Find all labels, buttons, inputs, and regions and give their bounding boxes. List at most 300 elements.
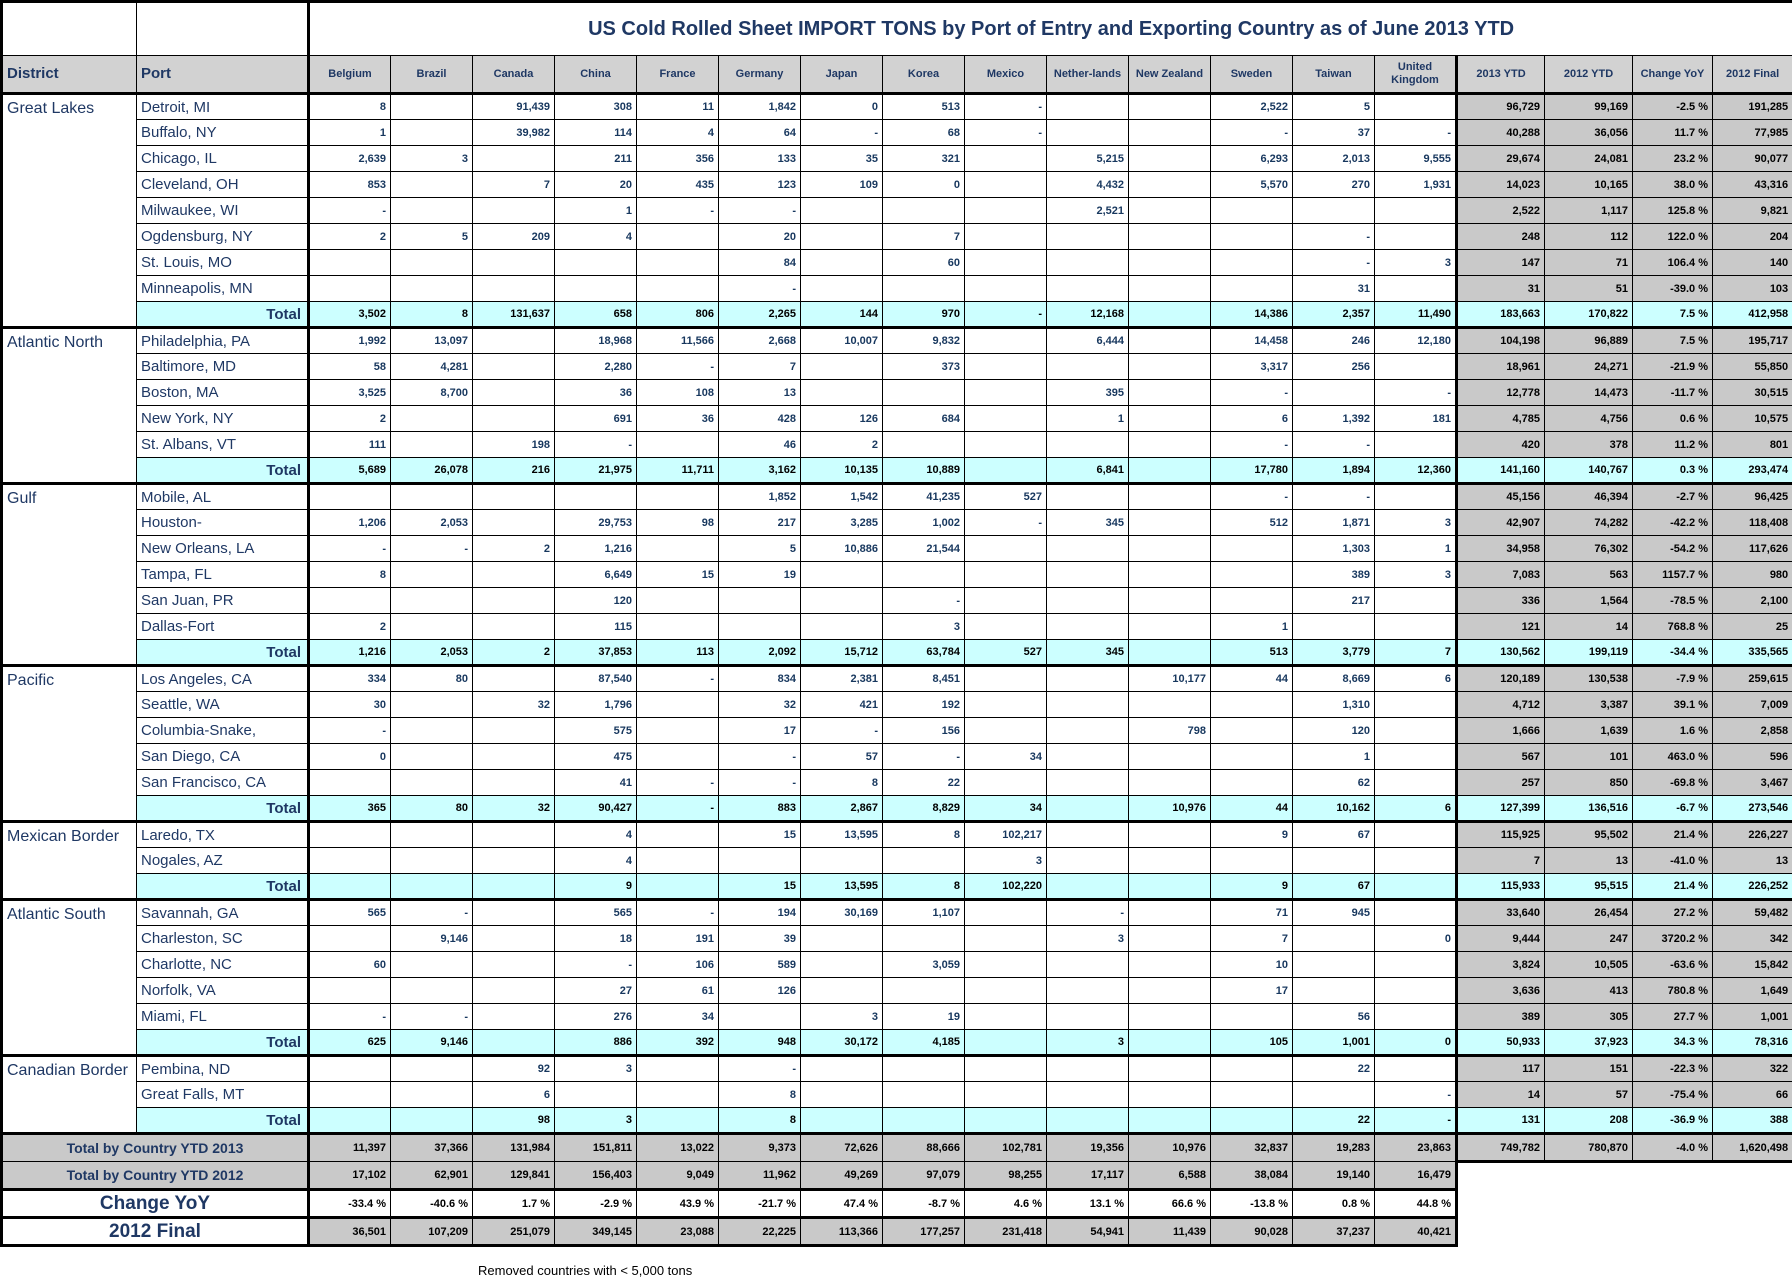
total-value-cell: 6 (1375, 796, 1457, 822)
value-cell: 62 (1293, 770, 1375, 796)
ytd-cell: 106.4 % (1633, 250, 1713, 276)
total-value-cell: 3 (555, 1108, 637, 1134)
value-cell: 156 (883, 718, 965, 744)
port-row-detroit-mi (2, 94, 1792, 120)
value-cell (1047, 484, 1129, 510)
value-cell (1129, 744, 1211, 770)
value-cell: 194 (719, 900, 801, 926)
port-row-philadelphia-pa (2, 328, 1792, 354)
value-cell (1129, 432, 1211, 458)
ytd-cell: 413 (1545, 978, 1633, 1004)
ytd-cell: 1,001 (1713, 1004, 1792, 1030)
summary-value-cell: 231,418 (965, 1218, 1047, 1246)
port-row-los-angeles-ca (2, 666, 1792, 692)
port-cell: Charleston, SC (137, 926, 309, 952)
port-cell: Miami, FL (137, 1004, 309, 1030)
value-cell (309, 276, 391, 302)
total-ytd-cell: 131 (1457, 1108, 1545, 1134)
value-cell: 8 (309, 94, 391, 120)
summary-value-cell: 66.6 % (1129, 1190, 1211, 1218)
value-cell: 2,668 (719, 328, 801, 354)
ytd-cell: 567 (1457, 744, 1545, 770)
value-cell: 0 (1375, 926, 1457, 952)
value-cell: - (637, 198, 719, 224)
value-cell (1375, 718, 1457, 744)
total-value-cell: 6,841 (1047, 458, 1129, 484)
ytd-cell: 15,842 (1713, 952, 1792, 978)
value-cell: - (637, 770, 719, 796)
summary-value-cell: -33.4 % (309, 1190, 391, 1218)
ytd-cell: 1,117 (1545, 198, 1633, 224)
total-value-cell: 4,185 (883, 1030, 965, 1056)
value-cell: 4 (555, 848, 637, 874)
ytd-cell: 3,824 (1457, 952, 1545, 978)
ytd-cell: 204 (1713, 224, 1792, 250)
ytd-cell: 1,666 (1457, 718, 1545, 744)
port-cell: Cleveland, OH (137, 172, 309, 198)
value-cell (801, 588, 883, 614)
summary-value-cell: 151,811 (555, 1134, 637, 1162)
value-cell: 1,303 (1293, 536, 1375, 562)
total-value-cell: 3,779 (1293, 640, 1375, 666)
value-cell: 276 (555, 1004, 637, 1030)
total-ytd-cell: 141,160 (1457, 458, 1545, 484)
port-row-san-francisco-ca (2, 770, 1792, 796)
value-cell (1211, 744, 1293, 770)
value-cell (965, 354, 1047, 380)
ytd-cell: 55,850 (1713, 354, 1792, 380)
value-cell (801, 1056, 883, 1082)
ytd-cell: 11.2 % (1633, 432, 1713, 458)
value-cell: 64 (719, 120, 801, 146)
value-cell: 1 (1047, 406, 1129, 432)
ytd-cell: 10,165 (1545, 172, 1633, 198)
value-cell: 2,521 (1047, 198, 1129, 224)
total-ytd-cell: 140,767 (1545, 458, 1633, 484)
total-value-cell: 9,146 (391, 1030, 473, 1056)
port-cell: St. Louis, MO (137, 250, 309, 276)
value-cell (965, 328, 1047, 354)
value-cell: 14,458 (1211, 328, 1293, 354)
port-cell: Baltimore, MD (137, 354, 309, 380)
value-cell (1047, 718, 1129, 744)
total-ytd-cell: 78,316 (1713, 1030, 1792, 1056)
value-cell: - (1211, 484, 1293, 510)
value-cell (1129, 224, 1211, 250)
footnote: Removed countries with < 5,000 tons (478, 1263, 693, 1278)
value-cell (883, 926, 965, 952)
value-cell (1211, 1056, 1293, 1082)
port-row-baltimore-md (2, 354, 1792, 380)
value-cell (391, 744, 473, 770)
value-cell: - (1375, 120, 1457, 146)
value-cell (801, 224, 883, 250)
value-cell: 60 (309, 952, 391, 978)
value-cell (883, 432, 965, 458)
ytd-cell: 2,858 (1713, 718, 1792, 744)
value-cell (965, 614, 1047, 640)
port-row-charlotte-nc (2, 952, 1792, 978)
value-cell (473, 562, 555, 588)
summary-value-cell: 13,022 (637, 1134, 719, 1162)
value-cell: 20 (555, 172, 637, 198)
value-cell: 1,392 (1293, 406, 1375, 432)
value-cell (1293, 1082, 1375, 1108)
total-value-cell (309, 874, 391, 900)
value-cell (1047, 224, 1129, 250)
value-cell (637, 588, 719, 614)
value-cell: 44 (1211, 666, 1293, 692)
value-cell: 1,002 (883, 510, 965, 536)
ytd-cell: 4,756 (1545, 406, 1633, 432)
value-cell (473, 718, 555, 744)
summary-value-cell: 23,863 (1375, 1134, 1457, 1162)
value-cell (637, 822, 719, 848)
total-ytd-cell: 50,933 (1457, 1030, 1545, 1056)
summary-value-cell: 44.8 % (1375, 1190, 1457, 1218)
district-total-label: Total (137, 458, 309, 484)
value-cell (1375, 224, 1457, 250)
value-cell (1375, 744, 1457, 770)
value-cell: 17 (1211, 978, 1293, 1004)
total-value-cell (965, 1108, 1047, 1134)
total-ytd-cell: 130,562 (1457, 640, 1545, 666)
value-cell (965, 1082, 1047, 1108)
value-cell: 3,525 (309, 380, 391, 406)
ytd-cell: 1,564 (1545, 588, 1633, 614)
ytd-cell: 596 (1713, 744, 1792, 770)
ytd-cell: 30,515 (1713, 380, 1792, 406)
value-cell (1211, 692, 1293, 718)
ytd-cell: 780.8 % (1633, 978, 1713, 1004)
value-cell: 92 (473, 1056, 555, 1082)
ytd-cell: 96,889 (1545, 328, 1633, 354)
value-cell (1375, 276, 1457, 302)
district-cell-gulf: Gulf (2, 484, 137, 666)
value-cell (965, 198, 1047, 224)
value-cell (637, 1056, 719, 1082)
ytd-cell: 4,712 (1457, 692, 1545, 718)
ytd-cell: 140 (1713, 250, 1792, 276)
ytd-cell: 36,056 (1545, 120, 1633, 146)
port-row-savannah-ga (2, 900, 1792, 926)
value-cell (965, 224, 1047, 250)
total-ytd-cell: 183,663 (1457, 302, 1545, 328)
summary-value-cell: 36,501 (309, 1218, 391, 1246)
value-cell (1375, 484, 1457, 510)
value-cell: 32 (473, 692, 555, 718)
value-cell: 10,886 (801, 536, 883, 562)
value-cell (1129, 380, 1211, 406)
value-cell (965, 692, 1047, 718)
summary-value-cell: 88,666 (883, 1134, 965, 1162)
value-cell: - (719, 198, 801, 224)
total-value-cell (1047, 874, 1129, 900)
port-row-new-orleans-la (2, 536, 1792, 562)
value-cell (391, 276, 473, 302)
value-cell (965, 926, 1047, 952)
col-header-taiwan: Taiwan (1293, 56, 1375, 94)
value-cell (391, 198, 473, 224)
value-cell: 9 (1211, 822, 1293, 848)
total-value-cell (391, 1108, 473, 1134)
value-cell (965, 1056, 1047, 1082)
value-cell: 9,832 (883, 328, 965, 354)
value-cell: 1,992 (309, 328, 391, 354)
value-cell: - (637, 354, 719, 380)
value-cell (801, 848, 883, 874)
value-cell (1375, 848, 1457, 874)
value-cell: - (1293, 432, 1375, 458)
value-cell (1129, 328, 1211, 354)
value-cell: 30 (309, 692, 391, 718)
ytd-cell: 0.6 % (1633, 406, 1713, 432)
value-cell (473, 978, 555, 1004)
value-cell: 10,177 (1129, 666, 1211, 692)
total-value-cell: - (965, 302, 1047, 328)
corner-port-cell (137, 2, 309, 56)
port-row-dallas-fort (2, 614, 1792, 640)
total-value-cell: 2,092 (719, 640, 801, 666)
ytd-cell: 27.7 % (1633, 1004, 1713, 1030)
total-ytd-cell: -6.7 % (1633, 796, 1713, 822)
total-ytd-cell: 34.3 % (1633, 1030, 1713, 1056)
total-ytd-cell: 412,958 (1713, 302, 1792, 328)
total-ytd-cell: 170,822 (1545, 302, 1633, 328)
summary-value-cell: 19,356 (1047, 1134, 1129, 1162)
ytd-cell: 24,081 (1545, 146, 1633, 172)
total-ytd-cell: 95,515 (1545, 874, 1633, 900)
value-cell (555, 276, 637, 302)
value-cell: 7 (473, 172, 555, 198)
value-cell (1129, 900, 1211, 926)
value-cell (555, 1082, 637, 1108)
ytd-cell: 248 (1457, 224, 1545, 250)
value-cell: 0 (309, 744, 391, 770)
value-cell (1375, 1056, 1457, 1082)
total-ytd-cell: 37,923 (1545, 1030, 1633, 1056)
value-cell (473, 900, 555, 926)
value-cell (473, 406, 555, 432)
ytd-cell: 90,077 (1713, 146, 1792, 172)
value-cell (1211, 536, 1293, 562)
ytd-cell: 38.0 % (1633, 172, 1713, 198)
ghost-cell (1633, 1190, 1713, 1218)
summary-value-cell: 54,941 (1047, 1218, 1129, 1246)
value-cell: 3 (1375, 250, 1457, 276)
total-value-cell: 8 (391, 302, 473, 328)
ytd-cell: 120,189 (1457, 666, 1545, 692)
total-value-cell (1129, 640, 1211, 666)
total-value-cell: 10,162 (1293, 796, 1375, 822)
value-cell (637, 484, 719, 510)
ytd-cell: 191,285 (1713, 94, 1792, 120)
summary-value-cell: 22,225 (719, 1218, 801, 1246)
port-row-miami-fl (2, 1004, 1792, 1030)
ghost-cell (1633, 1162, 1713, 1190)
value-cell: 8 (883, 822, 965, 848)
ytd-cell: 305 (1545, 1004, 1633, 1030)
value-cell (965, 900, 1047, 926)
value-cell (883, 1056, 965, 1082)
port-cell: Buffalo, NY (137, 120, 309, 146)
ytd-cell: 23.2 % (1633, 146, 1713, 172)
ytd-cell: 96,729 (1457, 94, 1545, 120)
ytd-cell: 18,961 (1457, 354, 1545, 380)
value-cell (883, 848, 965, 874)
ytd-cell: -54.2 % (1633, 536, 1713, 562)
summary-value-cell: 23,088 (637, 1218, 719, 1246)
value-cell: 6,293 (1211, 146, 1293, 172)
value-cell: - (309, 1004, 391, 1030)
district-total-row-mexican-border (2, 874, 1792, 900)
value-cell: 98 (637, 510, 719, 536)
value-cell: - (801, 120, 883, 146)
value-cell: 513 (883, 94, 965, 120)
value-cell: 84 (719, 250, 801, 276)
ytd-cell: 45,156 (1457, 484, 1545, 510)
value-cell: 56 (1293, 1004, 1375, 1030)
total-value-cell (309, 1108, 391, 1134)
value-cell: 1,852 (719, 484, 801, 510)
value-cell: 35 (801, 146, 883, 172)
value-cell: - (1211, 380, 1293, 406)
summary-value-cell: -40.6 % (391, 1190, 473, 1218)
ghost-cell (1457, 1218, 1545, 1246)
ytd-cell: 980 (1713, 562, 1792, 588)
ytd-cell: 9,444 (1457, 926, 1545, 952)
value-cell: 691 (555, 406, 637, 432)
ytd-cell: 39.1 % (1633, 692, 1713, 718)
value-cell (1129, 978, 1211, 1004)
col-header-japan: Japan (801, 56, 883, 94)
ytd-cell: 43,316 (1713, 172, 1792, 198)
total-value-cell: 102,220 (965, 874, 1047, 900)
value-cell: 192 (883, 692, 965, 718)
value-cell (309, 822, 391, 848)
value-cell (637, 614, 719, 640)
summary-value-cell: 37,366 (391, 1134, 473, 1162)
value-cell (473, 276, 555, 302)
ytd-cell: 3720.2 % (1633, 926, 1713, 952)
value-cell: 356 (637, 146, 719, 172)
value-cell (801, 1082, 883, 1108)
value-cell (1047, 744, 1129, 770)
value-cell: 428 (719, 406, 801, 432)
value-cell: 27 (555, 978, 637, 1004)
summary-ytd-cell: 780,870 (1545, 1134, 1633, 1162)
value-cell (1211, 250, 1293, 276)
value-cell (883, 276, 965, 302)
value-cell: 435 (637, 172, 719, 198)
ytd-cell: 104,198 (1457, 328, 1545, 354)
ytd-cell: -39.0 % (1633, 276, 1713, 302)
value-cell: 2,280 (555, 354, 637, 380)
ytd-cell: 74,282 (1545, 510, 1633, 536)
total-value-cell (801, 1108, 883, 1134)
value-cell: 2 (473, 536, 555, 562)
total-value-cell (1129, 874, 1211, 900)
title-row (2, 2, 1792, 56)
district-total-row-atlantic-north (2, 458, 1792, 484)
total-value-cell: 7 (1375, 640, 1457, 666)
value-cell: 389 (1293, 562, 1375, 588)
value-cell (309, 770, 391, 796)
total-value-cell: 22 (1293, 1108, 1375, 1134)
value-cell (1375, 900, 1457, 926)
total-value-cell: 10,889 (883, 458, 965, 484)
value-cell: 308 (555, 94, 637, 120)
total-value-cell: 105 (1211, 1030, 1293, 1056)
value-cell: 1,842 (719, 94, 801, 120)
summary-ytd-cell: 1,620,498 (1713, 1134, 1792, 1162)
ytd-cell: 1,649 (1713, 978, 1792, 1004)
total-value-cell: 98 (473, 1108, 555, 1134)
value-cell (1375, 432, 1457, 458)
total-ytd-cell: 226,252 (1713, 874, 1792, 900)
value-cell: - (883, 744, 965, 770)
value-cell: 15 (719, 822, 801, 848)
value-cell (719, 614, 801, 640)
value-cell (1047, 250, 1129, 276)
value-cell (473, 744, 555, 770)
value-cell (1047, 1004, 1129, 1030)
summary-value-cell: 16,479 (1375, 1162, 1457, 1190)
summary-value-cell: 47.4 % (801, 1190, 883, 1218)
value-cell (473, 822, 555, 848)
value-cell (1375, 770, 1457, 796)
value-cell (1129, 172, 1211, 198)
summary-ytd-cell: 749,782 (1457, 1134, 1545, 1162)
ghost-cell (1713, 1218, 1792, 1246)
total-value-cell: 17,780 (1211, 458, 1293, 484)
ytd-cell: 117,626 (1713, 536, 1792, 562)
value-cell (801, 614, 883, 640)
ytd-cell: 801 (1713, 432, 1792, 458)
port-row-san-juan-pr (2, 588, 1792, 614)
ytd-cell: -41.0 % (1633, 848, 1713, 874)
value-cell: 8,451 (883, 666, 965, 692)
value-cell: 2 (309, 614, 391, 640)
value-cell (391, 562, 473, 588)
value-cell (1293, 926, 1375, 952)
ghost-cell (1545, 1190, 1633, 1218)
value-cell (1129, 614, 1211, 640)
value-cell: 4 (555, 822, 637, 848)
ytd-cell: 463.0 % (1633, 744, 1713, 770)
value-cell (473, 666, 555, 692)
value-cell: 91,439 (473, 94, 555, 120)
summary-value-cell: 102,781 (965, 1134, 1047, 1162)
value-cell: - (965, 510, 1047, 536)
ytd-cell: 21.4 % (1633, 822, 1713, 848)
summary-value-cell: 40,421 (1375, 1218, 1457, 1246)
total-value-cell: 131,637 (473, 302, 555, 328)
total-ytd-cell: 0.3 % (1633, 458, 1713, 484)
value-cell (1047, 354, 1129, 380)
value-cell (555, 250, 637, 276)
value-cell: - (1047, 900, 1129, 926)
total-value-cell (883, 1108, 965, 1134)
value-cell: 34 (965, 744, 1047, 770)
value-cell (473, 328, 555, 354)
ytd-cell: 13 (1545, 848, 1633, 874)
ytd-cell: -7.9 % (1633, 666, 1713, 692)
value-cell (1211, 198, 1293, 224)
value-cell (309, 926, 391, 952)
value-cell: 7 (719, 354, 801, 380)
district-total-row-great-lakes (2, 302, 1792, 328)
